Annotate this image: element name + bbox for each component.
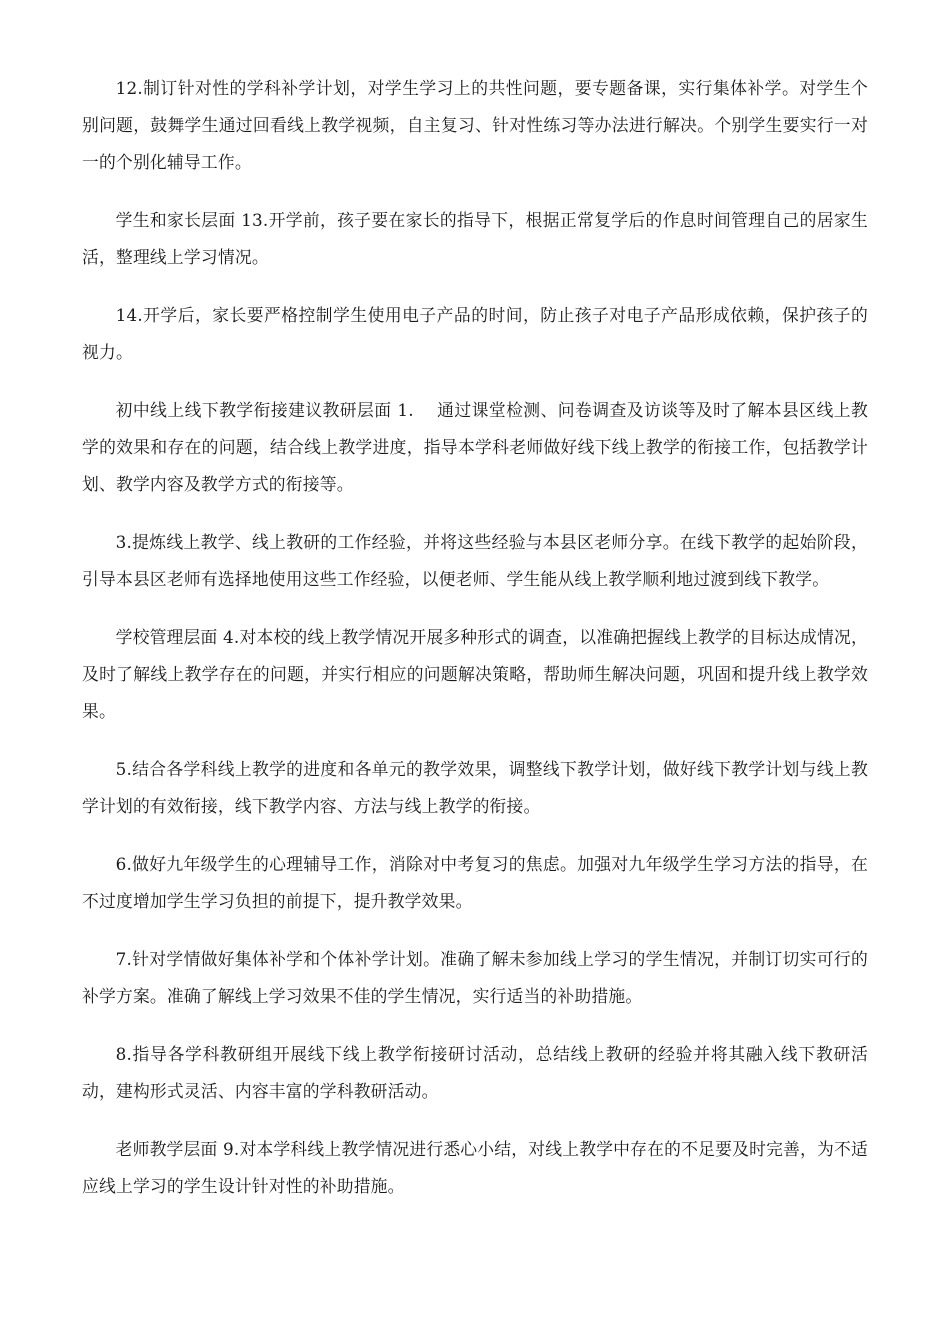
paragraph-6: 学校管理层面 4.对本校的线上教学情况开展多种形式的调查，以准确把握线上教学的目标达成情况，及时了解线上教学存在的问题，并实行相应的问题解决策略，帮助师生解决问题，巩固和提升线上教学效果。 xyxy=(82,627,868,721)
paragraph-9: 7.针对学情做好集体补学和个体补学计划。准确了解未参加线上学习的学生情况，并制订切实可行的补学方案。准确了解线上学习效果不佳的学生情况，实行适当的补助措施。 xyxy=(82,949,868,1006)
paragraph-7: 5.结合各学科线上教学的进度和各单元的教学效果，调整线下教学计划，做好线下教学计划与线上教学计划的有效衔接，线下教学内容、方法与线上教学的衔接。 xyxy=(82,759,868,816)
paragraph-5: 3.提炼线上教学、线上教研的工作经验，并将这些经验与本县区老师分享。在线下教学的起始阶段，引导本县区老师有选择地使用这些工作经验，以便老师、学生能从线上教学顺利地过渡到线下教学。 xyxy=(82,532,868,589)
paragraph-8: 6.做好九年级学生的心理辅导工作，消除对中考复习的焦虑。加强对九年级学生学习方法的指导，在不过度增加学生学习负担的前提下，提升教学效果。 xyxy=(82,854,868,911)
paragraph-4: 初中线上线下教学衔接建议教研层面 1. 通过课堂检测、问卷调查及访谈等及时了解本县区线上教学的效果和存在的问题，结合线上教学进度，指导本学科老师做好线下线上教学的衔接工作，包括教学计划、教学内容及教学方式的衔接等。 xyxy=(82,400,868,494)
paragraph-2: 学生和家长层面 13.开学前，孩子要在家长的指导下，根据正常复学后的作息时间管理自己的居家生活，整理线上学习情况。 xyxy=(82,210,868,267)
document-page xyxy=(82,70,868,1226)
paragraph-10: 8.指导各学科教研组开展线下线上教学衔接研讨活动，总结线上教研的经验并将其融入线下教研活动，建构形式灵活、内容丰富的学科教研活动。 xyxy=(82,1044,868,1101)
paragraph-1: 12.制订针对性的学科补学计划，对学生学习上的共性问题，要专题备课，实行集体补学。对学生个别问题，鼓舞学生通过回看线上教学视频，自主复习、针对性练习等办法进行解决。个别学生要实行一对一的个别化辅导工作。 xyxy=(82,78,868,172)
paragraph-3: 14.开学后，家长要严格控制学生使用电子产品的时间，防止孩子对电子产品形成依赖，保护孩子的视力。 xyxy=(82,305,868,362)
paragraph-11: 老师教学层面 9.对本学科线上教学情况进行悉心小结，对线上教学中存在的不足要及时完善，为不适应线上学习的学生设计针对性的补助措施。 xyxy=(82,1139,868,1196)
